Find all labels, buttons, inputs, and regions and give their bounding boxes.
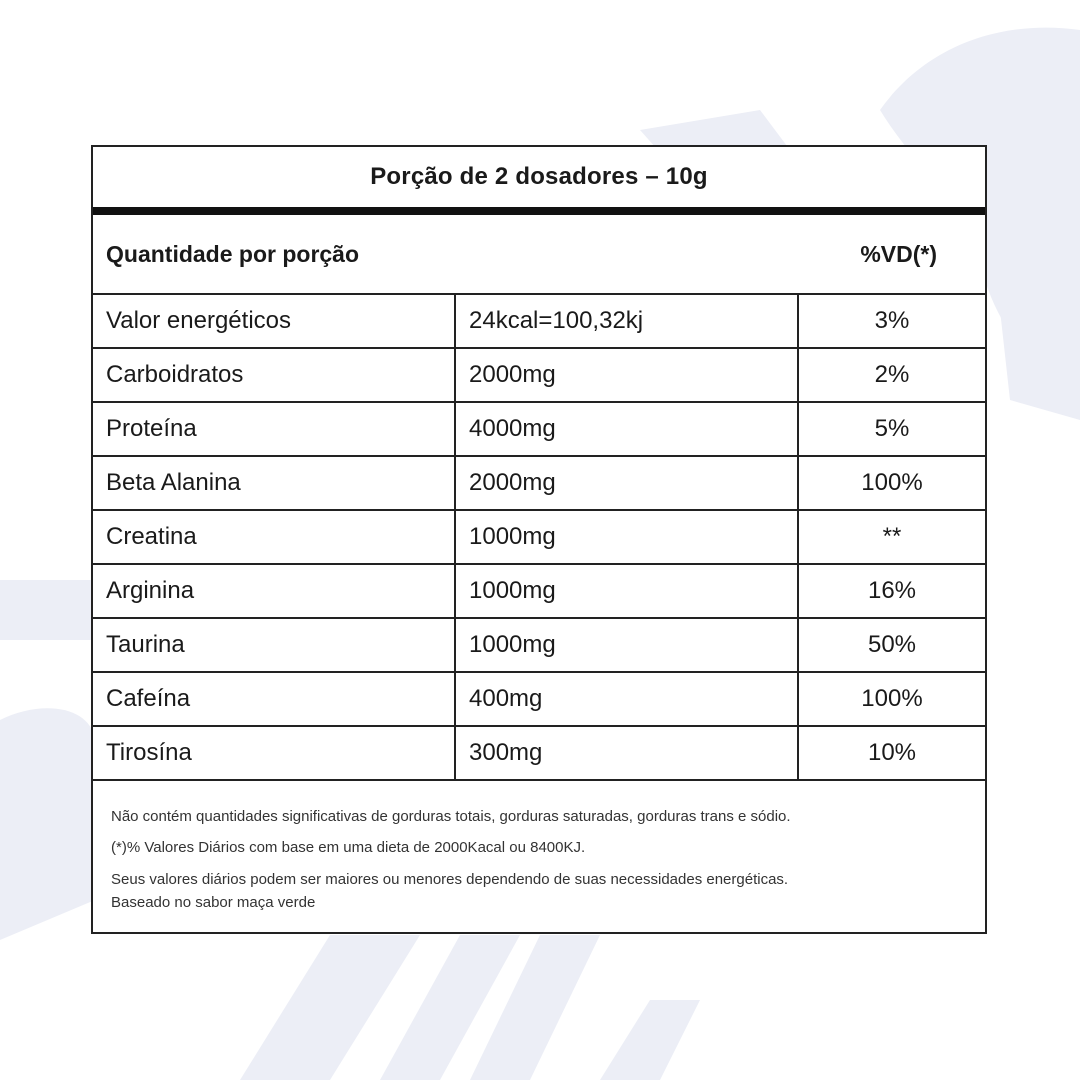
nutrient-vd: 100% xyxy=(861,685,923,712)
nutrient-vd: 16% xyxy=(867,577,917,604)
table-row xyxy=(93,403,985,457)
vd-column-label: %VD(*) xyxy=(860,240,937,267)
nutrient-amount: 1000mg xyxy=(456,619,799,671)
nutrient-amount: 4000mg xyxy=(456,403,799,455)
nutrient-vd: 100% xyxy=(861,469,923,496)
footnote-not-significant: Não contém quantidades significativas de gorduras totais, gorduras saturadas, gorduras trans e sódio. xyxy=(111,808,791,825)
nutrient-vd: 3% xyxy=(874,307,910,334)
quantity-per-portion-label: Quantidade por porção xyxy=(106,240,360,267)
table-header xyxy=(93,215,985,295)
table-row xyxy=(93,511,985,565)
nutrient-amount: 400mg xyxy=(456,673,799,725)
nutrient-vd: 50% xyxy=(867,631,917,658)
nutrient-name: Arginina xyxy=(93,565,456,617)
footnote-flavor: Baseado no sabor maça verde xyxy=(111,893,316,911)
nutrient-vd: 5% xyxy=(874,415,910,442)
nutrient-amount: 2000mg xyxy=(456,457,799,509)
nutrient-name: Carboidratos xyxy=(93,349,456,401)
portion-title: Porção de 2 dosadores – 10g xyxy=(370,163,708,190)
nutrient-vd: 2% xyxy=(874,361,910,388)
thick-divider xyxy=(93,207,985,215)
nutrient-amount: 1000mg xyxy=(456,511,799,563)
nutrient-amount: 2000mg xyxy=(456,349,799,401)
nutrient-name: Beta Alanina xyxy=(93,457,456,509)
nutrient-rows xyxy=(93,295,985,781)
nutrient-name: Proteína xyxy=(93,403,456,455)
table-row xyxy=(93,295,985,349)
nutrient-name: Taurina xyxy=(93,619,456,671)
table-row xyxy=(93,349,985,403)
nutrient-amount: 24kcal=100,32kj xyxy=(456,295,799,347)
table-row xyxy=(93,565,985,619)
nutrient-name: Cafeína xyxy=(93,673,456,725)
footnotes xyxy=(93,781,985,914)
table-row xyxy=(93,673,985,727)
nutrient-amount: 300mg xyxy=(456,727,799,779)
footnote-energy-needs: Seus valores diários podem ser maiores ou menores dependendo de suas necessidades energéticas. xyxy=(111,870,789,888)
nutrient-name: Valor energéticos xyxy=(93,295,456,347)
nutrient-amount: 1000mg xyxy=(456,565,799,617)
nutrient-vd: ** xyxy=(882,523,902,550)
table-row xyxy=(93,727,985,781)
table-row xyxy=(93,457,985,511)
nutrition-facts-table xyxy=(91,145,987,934)
table-row xyxy=(93,619,985,673)
nutrient-name: Creatina xyxy=(93,511,456,563)
nutrient-name: Tirosína xyxy=(93,727,456,779)
nutrient-vd: 10% xyxy=(867,739,917,766)
footnote-daily-values: (*)% Valores Diários com base em uma dieta de 2000Kacal ou 8400KJ. xyxy=(111,839,586,857)
